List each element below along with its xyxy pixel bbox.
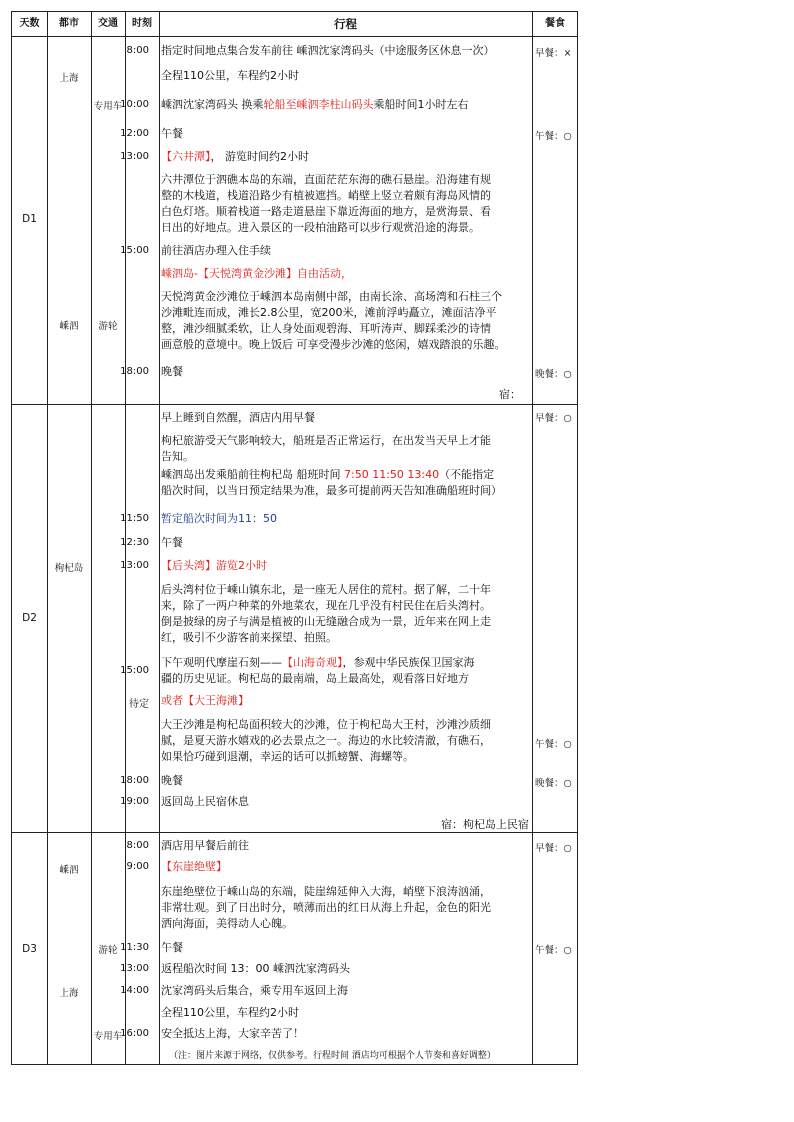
itinerary-table xyxy=(11,11,578,1065)
transport-label: 游轮 xyxy=(98,321,118,332)
city-label: 枸杞岛 xyxy=(54,563,84,574)
row-divider xyxy=(12,832,577,833)
attraction-name: 嵊泗岛-【天悦湾黄金沙滩】自由活动， xyxy=(161,267,352,280)
itinerary-line: 晚餐 xyxy=(161,365,183,378)
time-label: 12:00 xyxy=(120,128,149,139)
header-transport: 交通 xyxy=(98,18,118,29)
time-label: 8:00 xyxy=(126,45,149,56)
city-label: 嵊泗 xyxy=(59,865,79,876)
time-label: 16:00 xyxy=(120,1028,149,1039)
itinerary-line: 安全抵达上海，大家辛苦了！ xyxy=(161,1027,304,1040)
accommodation: 宿：枸杞岛上民宿 xyxy=(441,818,529,831)
description-line: 沙滩毗连而成，滩长2.8公里，宽200米，滩前浮屿矗立，滩面洁净平 xyxy=(161,306,497,319)
itinerary-line: 【六井潭】， 游览时间约2小时 xyxy=(161,150,309,163)
time-label: 15:00 xyxy=(120,665,149,676)
transport-label: 游轮 xyxy=(98,945,118,956)
time-label: 13:00 xyxy=(120,963,149,974)
meal-breakfast: 早餐：○ xyxy=(535,413,572,424)
col-divider xyxy=(91,12,92,1064)
transport-label: 专用车 xyxy=(93,1031,123,1042)
col-divider xyxy=(532,12,533,1064)
meal-lunch: 午餐：○ xyxy=(535,945,572,956)
description-line: 白色灯塔。顺着栈道一路走道悬崖下靠近海面的地方，是赏海景、看 xyxy=(161,205,491,218)
header-time: 时刻 xyxy=(132,18,152,29)
meal-breakfast: 早餐：× xyxy=(535,48,572,59)
itinerary-line: 指定时间地点集合发车前往 嵊泗沈家湾码头（中途服务区休息一次） xyxy=(161,44,495,57)
itinerary-line: 嵊泗岛出发乘船前往枸杞岛 船班时间 7:50 11:50 13:40（不能指定 xyxy=(161,468,495,481)
attraction-name: 【山海奇观】 xyxy=(282,656,343,669)
itinerary-line: 午餐 xyxy=(161,536,183,549)
header-itinerary: 行程 xyxy=(334,17,357,31)
time-label: 18:00 xyxy=(120,775,149,786)
meal-dinner: 晚餐：○ xyxy=(535,778,572,789)
description-line: 倒是披绿的房子与满是植被的山无缝融合成为一景，近年来在网上走 xyxy=(161,615,491,628)
time-label: 15:00 xyxy=(120,245,149,256)
time-label: 11:30 xyxy=(120,942,149,953)
description-line: 非常壮观。到了日出时分，喷薄而出的红日从海上升起，金色的阳光 xyxy=(161,901,491,914)
itinerary-line: 酒店用早餐后前往 xyxy=(161,839,249,852)
itinerary-line: 枸杞旅游受天气影响较大，船班是否正常运行，在出发当天早上才能 xyxy=(161,434,491,447)
itinerary-line: 午餐 xyxy=(161,941,183,954)
time-label: 10:00 xyxy=(120,99,149,110)
description-line: 洒向海面，美得动人心魄。 xyxy=(161,917,293,930)
time-label: 14:00 xyxy=(120,985,149,996)
time-label: 11:50 xyxy=(120,513,149,524)
itinerary-line: 全程110公里，车程约2小时 xyxy=(161,69,299,82)
itinerary-line: 嵊泗沈家湾码头 换乘轮船至嵊泗李柱山码头乘船时间1小时左右 xyxy=(161,98,469,111)
description-line: 如果恰巧碰到退潮，幸运的话可以抓螃蟹、海螺等。 xyxy=(161,750,414,763)
description-line: 腻，是夏天游水嬉戏的必去景点之一。海边的水比较清澈，有礁石， xyxy=(161,734,491,747)
attraction-name: 或者【大王海滩】 xyxy=(161,694,249,707)
time-label: 9:00 xyxy=(126,861,149,872)
ferry-times: 7:50 11:50 13:40 xyxy=(344,468,440,481)
header-meals: 餐食 xyxy=(545,18,565,29)
description-line: 后头湾村位于嵊山镇东北，是一座无人居住的荒村。据了解，二十年 xyxy=(161,583,491,596)
itinerary-line: 全程110公里，车程约2小时 xyxy=(161,1006,299,1019)
itinerary-line: 早上睡到自然醒，酒店内用早餐 xyxy=(161,411,315,424)
meal-lunch: 午餐：○ xyxy=(535,131,572,142)
col-divider xyxy=(159,12,160,1064)
header-day: 天数 xyxy=(19,18,40,29)
time-label: 12:30 xyxy=(120,537,149,548)
day-label: D3 xyxy=(22,943,37,955)
row-divider xyxy=(12,404,577,405)
day-label: D2 xyxy=(22,612,37,624)
time-label: 13:00 xyxy=(120,151,149,162)
itinerary-line: 前往酒店办理入住手续 xyxy=(161,244,271,257)
itinerary-line: 船次时间，以当日预定结果为准，最多可提前两天告知准确船班时间） xyxy=(161,484,502,497)
col-divider xyxy=(47,12,48,1064)
meal-breakfast: 早餐：○ xyxy=(535,843,572,854)
attraction-name: 【六井潭】 xyxy=(161,150,211,163)
itinerary-line: 返程船次时间 13：00 嵊泗沈家湾码头 xyxy=(161,962,350,975)
itinerary-line: 告知。 xyxy=(161,450,194,463)
meal-lunch: 午餐：○ xyxy=(535,739,572,750)
footnote: （注：图片来源于网络，仅供参考。行程时间 酒店均可根据个人节奏和喜好调整） xyxy=(169,1051,496,1061)
description-line: 整，滩沙细腻柔软，让人身处面观碧海、耳听涛声、脚踩柔沙的诗情 xyxy=(161,322,491,335)
itinerary-line: 沈家湾码头后集合，乘专用车返回上海 xyxy=(161,984,348,997)
description-line: 画意般的意境中。晚上饭后 可享受漫步沙滩的悠闲，嬉戏踏浪的乐趣。 xyxy=(161,338,506,351)
description-line: 日出的好地点。进入景区的一段柏油路可以步行观赏沿途的海景。 xyxy=(161,221,480,234)
description-line: 六井潭位于泗礁本岛的东端，直面茫茫东海的礁石悬崖。沿海建有规 xyxy=(161,173,491,186)
itinerary-line: 疆的历史见证。枸杞岛的最南端，岛上最高处，观看落日好地方 xyxy=(161,672,469,685)
time-label: 8:00 xyxy=(126,840,149,851)
time-label: 19:00 xyxy=(120,796,149,807)
city-label: 上海 xyxy=(59,988,79,999)
transport-label: 专用车 xyxy=(93,101,123,112)
header-city: 都市 xyxy=(59,18,79,29)
day-label: D1 xyxy=(22,213,37,225)
description-line: 红，吸引不少游客前来探望、拍照。 xyxy=(161,631,337,644)
attraction-name: 【后头湾】游览2小时 xyxy=(161,559,267,572)
description-line: 整的木栈道，栈道沿路少有植被遮挡。峭壁上竖立着颇有海岛风情的 xyxy=(161,189,491,202)
row-divider xyxy=(12,36,577,37)
time-label: 待定 xyxy=(129,699,149,710)
meal-dinner: 晚餐：○ xyxy=(535,369,572,380)
itinerary-line: 下午观明代摩崖石刻——【山海奇观】，参观中华民族保卫国家海 xyxy=(161,656,475,669)
city-label: 上海 xyxy=(59,73,79,84)
description-line: 来，除了一两户种菜的外地菜农，现在几乎没有村民住在后头湾村。 xyxy=(161,599,491,612)
time-label: 18:00 xyxy=(120,366,149,377)
accommodation: 宿： xyxy=(499,388,521,401)
description-line: 大王沙滩是枸杞岛面积较大的沙滩，位于枸杞岛大王村，沙滩沙质细 xyxy=(161,718,491,731)
time-label: 13:00 xyxy=(120,560,149,571)
description-line: 东崖绝壁位于嵊山岛的东端，陡崖绵延伸入大海，峭壁下浪涛汹涌， xyxy=(161,885,491,898)
itinerary-line: 午餐 xyxy=(161,127,183,140)
city-label: 嵊泗 xyxy=(59,321,79,332)
itinerary-line: 晚餐 xyxy=(161,774,183,787)
itinerary-line: 暂定船次时间为11：50 xyxy=(161,512,277,525)
description-line: 天悦湾黄金沙滩位于嵊泗本岛南侧中部，由南长涂、高场湾和石柱三个 xyxy=(161,290,502,303)
attraction-name: 【东崖绝壁】 xyxy=(161,860,227,873)
itinerary-line: 返回岛上民宿休息 xyxy=(161,795,249,808)
